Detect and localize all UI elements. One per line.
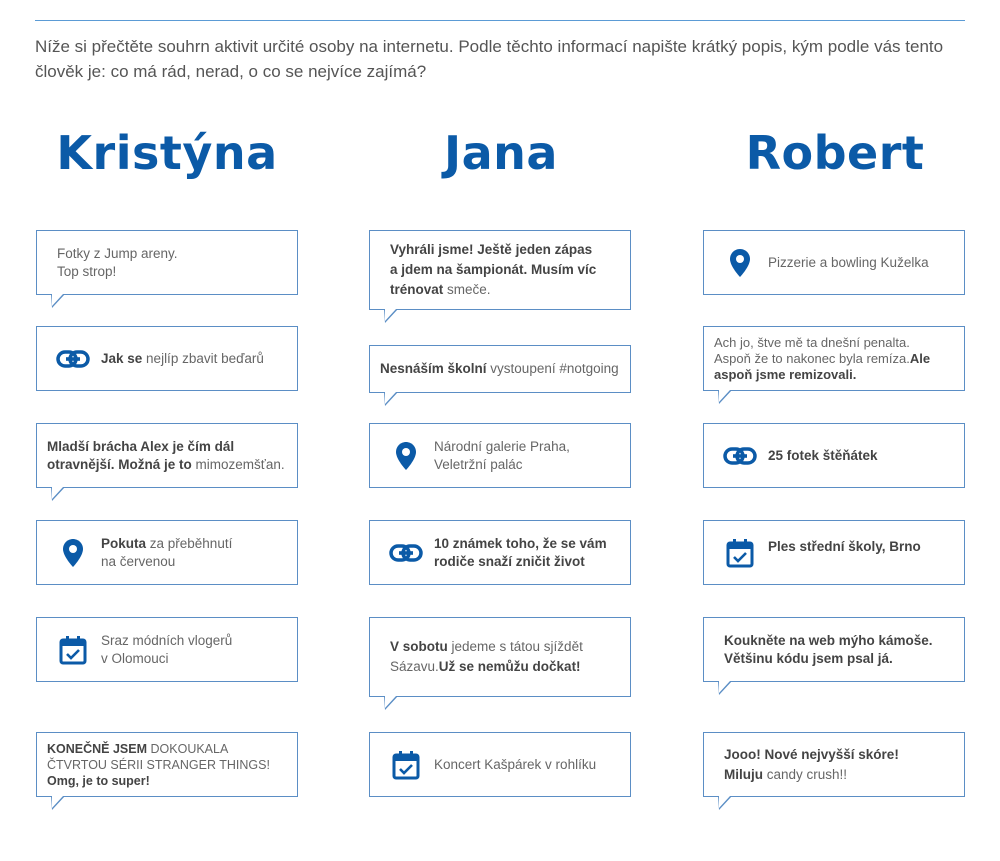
post-card: Ach jo, štve mě ta dnešní penalta. Aspoň že to nakonec byla remíza.Ale aspoň jsme remizovali. (703, 326, 965, 391)
link-icon (384, 544, 428, 562)
name-kristyna: Kristýna (56, 126, 278, 180)
map-pin-icon (384, 441, 428, 471)
place-card[interactable]: Pizzerie a bowling Kuželka (703, 230, 965, 295)
map-pin-icon (51, 538, 95, 568)
post-card: Koukněte na web mýho kámoše. Většinu kódu jsem psal já. (703, 617, 965, 682)
link-icon (718, 447, 762, 465)
intro-text: Níže si přečtěte souhrn aktivit určité osoby na internetu. Podle těchto informací napište krátký popis, kým podle vás tento člověk je: co má rád, nerad, o co se nejvíce zajímá? (35, 37, 944, 81)
post-card: Vyhráli jsme! Ještě jeden zápas a jdem na šampionát. Musím víc trénovat smeče. (369, 230, 631, 310)
name-jana: Jana (444, 126, 558, 180)
event-card[interactable]: Koncert Kašpárek v rohlíku (369, 732, 631, 797)
name-robert: Robert (745, 126, 925, 180)
top-divider (35, 20, 965, 21)
link-card[interactable]: Jak se nejlíp zbavit beďarů (36, 326, 298, 391)
place-card[interactable]: Národní galerie Praha, Veletržní palác (369, 423, 631, 488)
post-card: KONEČNĚ JSEM DOKOUKALA ČTVRTOU SÉRII STRANGER THINGS! Omg, je to super! (36, 732, 298, 797)
calendar-check-icon (51, 635, 95, 665)
post-card: Fotky z Jump areny. Top strop! (36, 230, 298, 295)
event-card[interactable]: Ples střední školy, Brno (703, 520, 965, 585)
map-pin-icon (718, 248, 762, 278)
calendar-check-icon (384, 750, 428, 780)
link-card[interactable]: 10 známek toho, že se vám rodiče snaží zničit život (369, 520, 631, 585)
place-card[interactable]: Pokuta za přeběhnutí na červenou (36, 520, 298, 585)
post-card: Nesnáším školní vystoupení #notgoing (369, 345, 631, 393)
calendar-check-icon (718, 538, 762, 568)
post-card: V sobotu jedeme s tátou sjíždět Sázavu.Už se nemůžu dočkat! (369, 617, 631, 697)
post-card: Jooo! Nové nejvyšší skóre! Miluju candy crush!! (703, 732, 965, 797)
post-card: Mladší brácha Alex je čím dál otravnější. Možná je to mimozemšťan. (36, 423, 298, 488)
link-icon (51, 350, 95, 368)
link-card[interactable]: 25 fotek štěňátek (703, 423, 965, 488)
event-card[interactable]: Sraz módních vlogerů v Olomouci (36, 617, 298, 682)
